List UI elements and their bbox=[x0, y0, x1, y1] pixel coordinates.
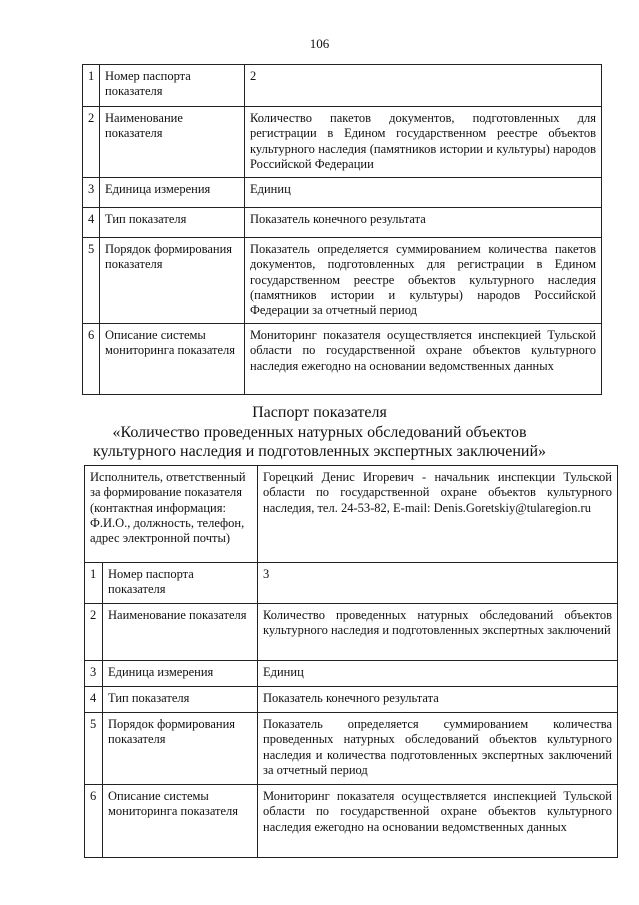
row-value: Показатель определяется суммированием количества пакетов документов, подготовленных для регистрации в Едином государственном реестре объектов культурного наследия (памятников истории и культуры) народов Российской Федерации за отчетный период bbox=[245, 238, 602, 324]
row-value: 3 bbox=[258, 563, 618, 604]
row-number: 1 bbox=[85, 563, 103, 604]
row-number: 3 bbox=[83, 178, 100, 208]
row-label: Описание системы мониторинга показателя bbox=[103, 785, 258, 858]
indicator-table-1 bbox=[82, 64, 602, 395]
row-label: Номер паспорта показателя bbox=[103, 563, 258, 604]
passport-subtitle-line-2: культурного наследия и подготовленных экспертных заключений» bbox=[92, 443, 547, 461]
row-number: 5 bbox=[83, 238, 100, 324]
table-row bbox=[83, 178, 602, 208]
row-value: Показатель определяется суммированием количества проведенных натурных обследований объектов культурного наследия и количества подготовленных экспертных заключений за отчетный период bbox=[258, 713, 618, 785]
row-label: Наименование показателя bbox=[103, 604, 258, 661]
executor-label: Исполнитель, ответственный за формирование показателя (контактная информация: Ф.И.О., должность, телефон, адрес электронной почты) bbox=[85, 466, 258, 563]
row-value: Мониторинг показателя осуществляется инспекцией Тульской области по государственной охране объектов культурного наследия ежегодно на основании ведомственных данных bbox=[245, 324, 602, 395]
row-value: Количество пакетов документов, подготовленных для регистрации в Едином государственном реестре объектов культурного наследия (памятников истории и культуры) народов Российской Федерации bbox=[245, 107, 602, 178]
row-number: 5 bbox=[85, 713, 103, 785]
row-number: 4 bbox=[85, 687, 103, 713]
table-row bbox=[85, 661, 618, 687]
table-row bbox=[83, 107, 602, 178]
passport-subtitle-line-1: «Количество проведенных натурных обследований объектов bbox=[112, 423, 527, 441]
row-value: Количество проведенных натурных обследований объектов культурного наследия и подготовленных экспертных заключений bbox=[258, 604, 618, 661]
executor-row bbox=[85, 466, 618, 563]
page-number: 106 bbox=[309, 36, 330, 51]
row-number: 2 bbox=[85, 604, 103, 661]
executor-value: Горецкий Денис Игоревич - начальник инспекции Тульской области по государственной охране объектов культурного наследия, тел. 24-53-82, E-mail: Denis.Goretskiy@tularegion.ru bbox=[258, 466, 618, 563]
row-number: 4 bbox=[83, 208, 100, 238]
table-row bbox=[85, 785, 618, 858]
row-number: 2 bbox=[83, 107, 100, 178]
row-label: Описание системы мониторинга показателя bbox=[100, 324, 245, 395]
row-value: Единиц bbox=[258, 661, 618, 687]
row-value: Показатель конечного результата bbox=[245, 208, 602, 238]
row-label: Номер паспорта показателя bbox=[100, 65, 245, 107]
table-row bbox=[85, 563, 618, 604]
passport-title: Паспорт показателя bbox=[252, 404, 387, 421]
row-label: Порядок формирования показателя bbox=[103, 713, 258, 785]
row-number: 1 bbox=[83, 65, 100, 107]
row-label: Единица измерения bbox=[100, 178, 245, 208]
row-value: 2 bbox=[245, 65, 602, 107]
table-row bbox=[83, 238, 602, 324]
table-row bbox=[83, 208, 602, 238]
row-number: 6 bbox=[83, 324, 100, 395]
table-row bbox=[85, 687, 618, 713]
table-row bbox=[83, 65, 602, 107]
passport-heading bbox=[0, 403, 639, 462]
row-number: 6 bbox=[85, 785, 103, 858]
row-value: Показатель конечного результата bbox=[258, 687, 618, 713]
table-row bbox=[85, 604, 618, 661]
table-row bbox=[85, 713, 618, 785]
row-number: 3 bbox=[85, 661, 103, 687]
row-label: Наименование показателя bbox=[100, 107, 245, 178]
row-label: Порядок формирования показателя bbox=[100, 238, 245, 324]
row-label: Тип показателя bbox=[100, 208, 245, 238]
row-value: Единиц bbox=[245, 178, 602, 208]
row-label: Тип показателя bbox=[103, 687, 258, 713]
indicator-table-2 bbox=[84, 465, 618, 858]
row-value: Мониторинг показателя осуществляется инспекцией Тульской области по государственной охране объектов культурного наследия ежегодно на основании ведомственных данных bbox=[258, 785, 618, 858]
table-row bbox=[83, 324, 602, 395]
row-label: Единица измерения bbox=[103, 661, 258, 687]
